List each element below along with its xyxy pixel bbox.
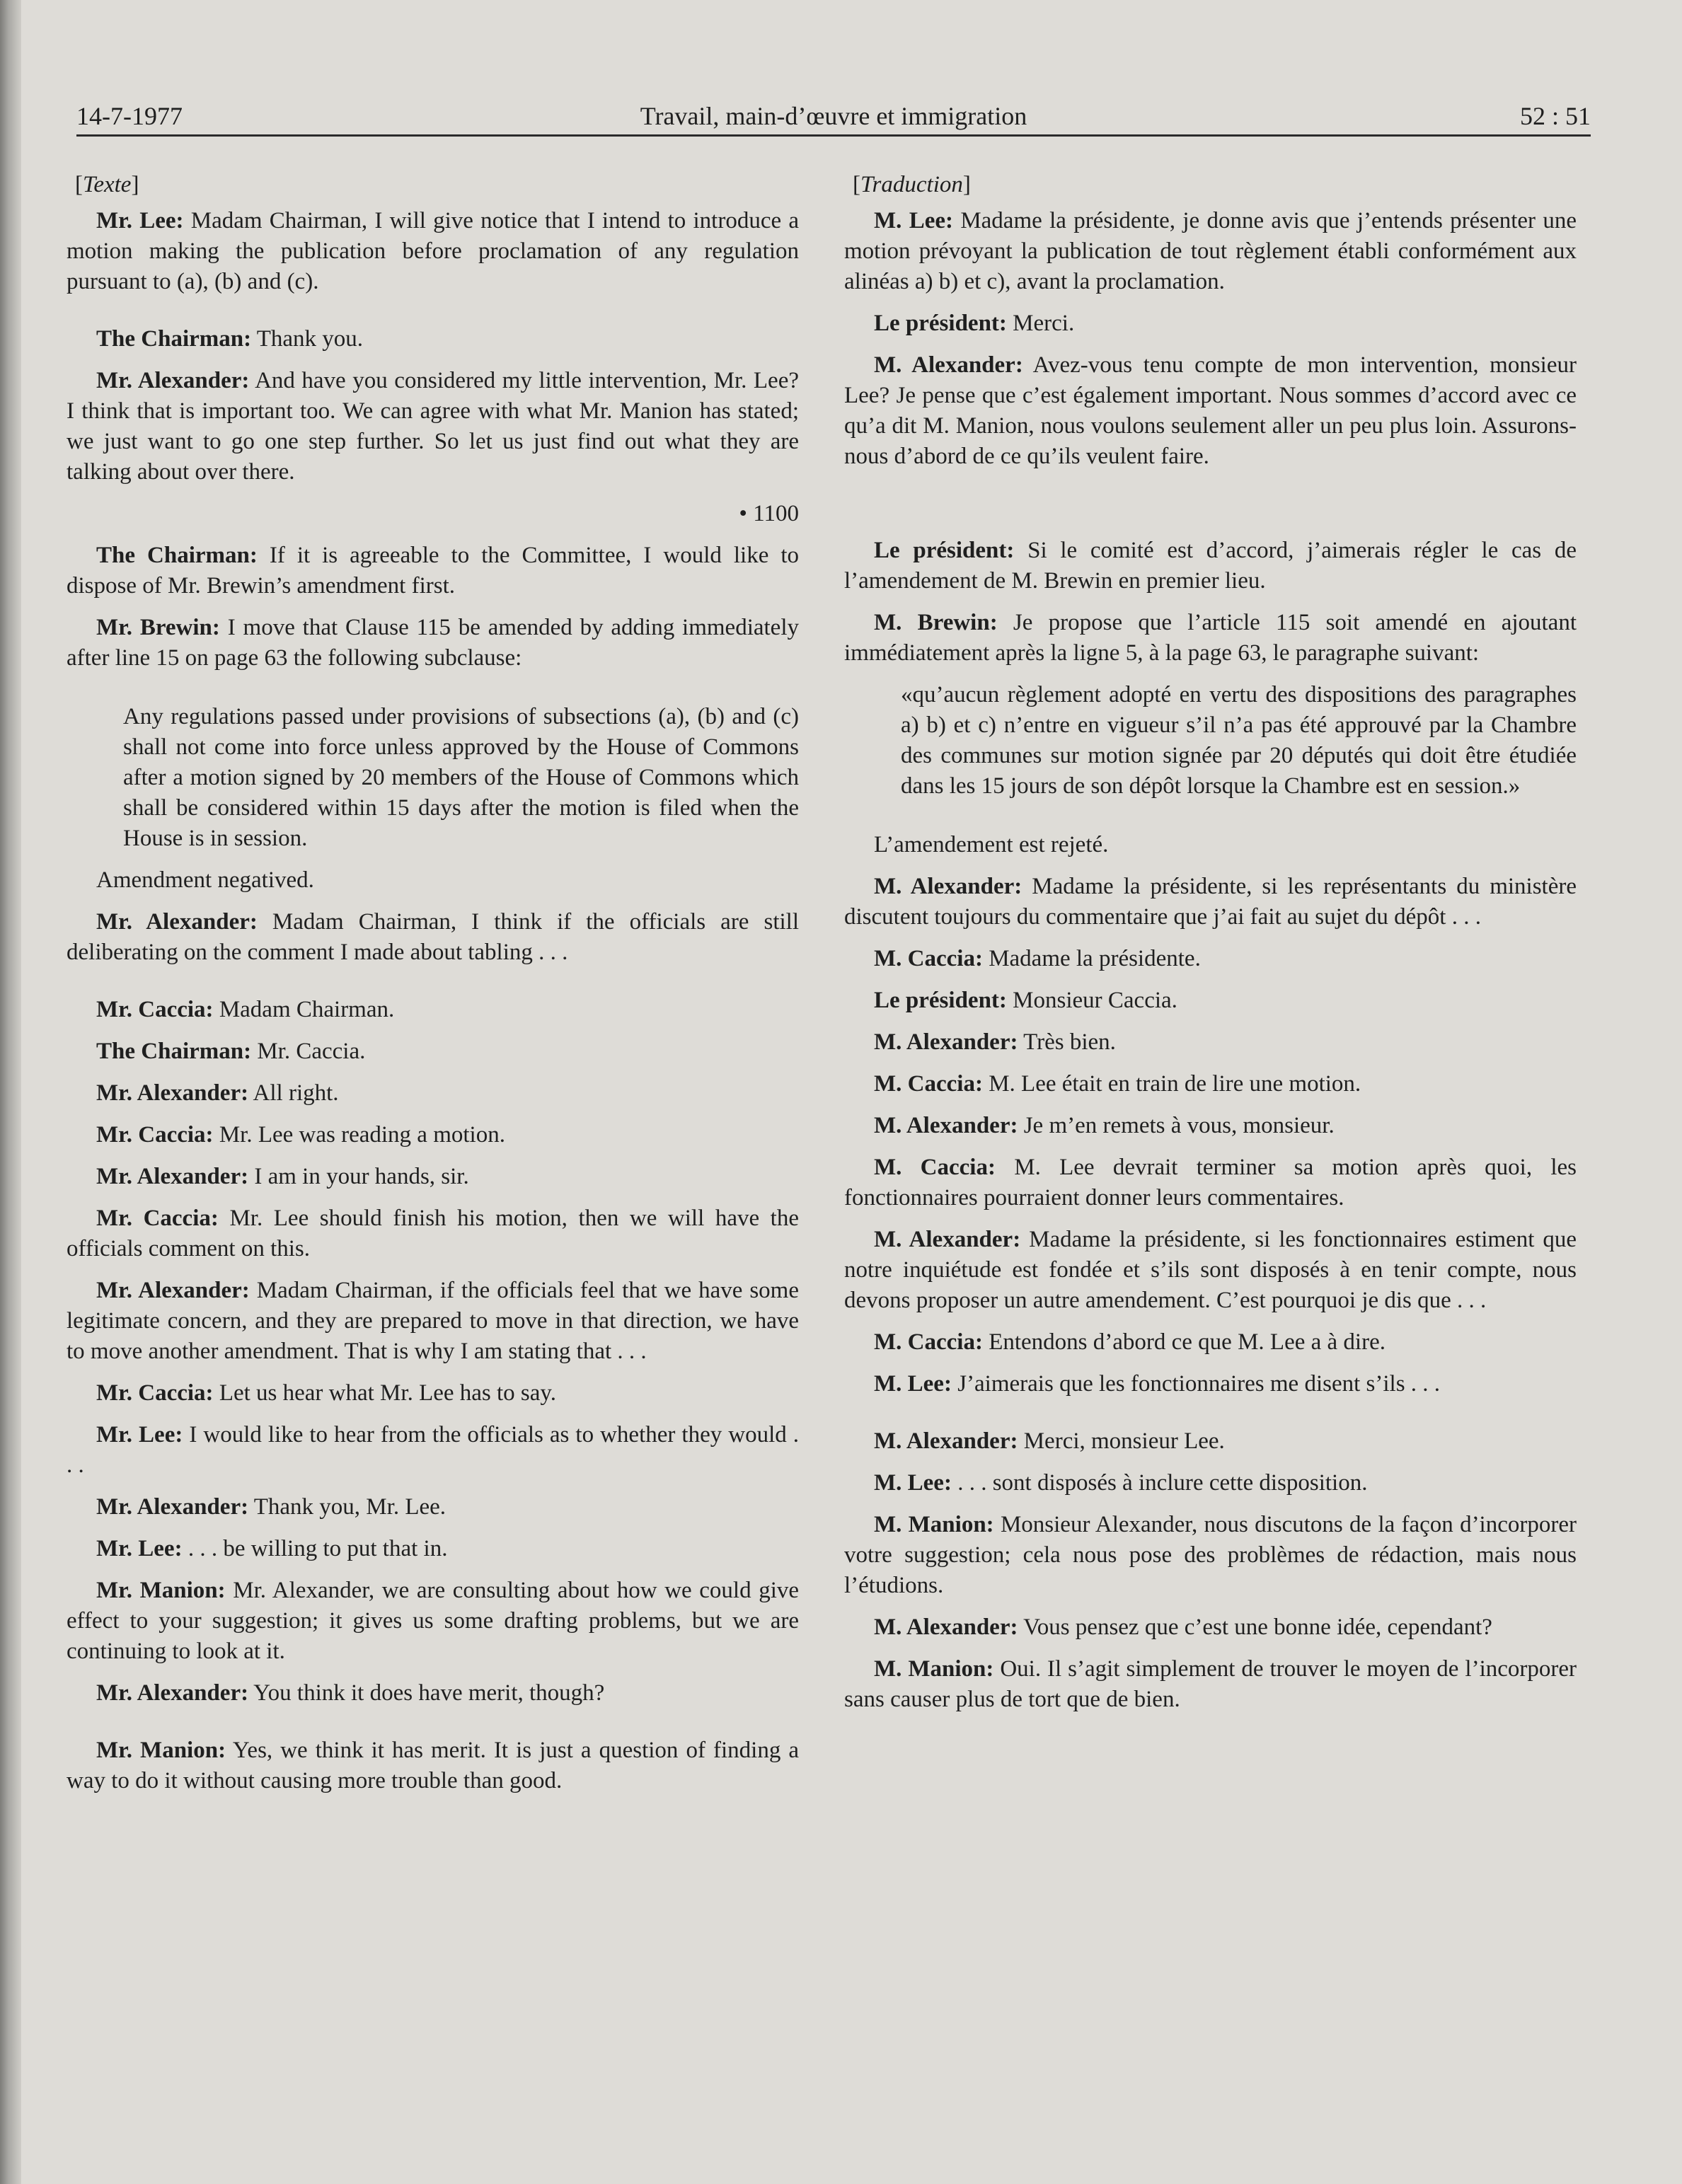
speech-entry (67, 206, 799, 297)
speech-text: Madam Chairman, I think if the officials are still deliberating on the comment I made about tabling . . . (67, 909, 800, 965)
amendment-quote: Any regulations passed under provisions of subsections (a), (b) and (c) shall not come into force unless approved by the House of Commons after a motion signed by 20 members of the House of Commons which shall be considered within 15 days after the motion is filed when the House is in session. (123, 704, 799, 851)
speaker-name: Mr. Caccia: (96, 1380, 214, 1406)
speaker-name: Mr. Alexander: (96, 368, 250, 393)
speech-entry (67, 1420, 799, 1481)
speech-entry (67, 1120, 799, 1150)
speech-text: Je propose que l’article 115 soit amendé en ajoutant immédiatement après la ligne 5, à la page 63, le paragraphe suivant: (844, 610, 1577, 666)
speaker-name: Le président: (874, 311, 1007, 336)
speech-text: All right. (253, 1080, 339, 1106)
speech-text: Let us hear what Mr. Lee has to say. (219, 1380, 557, 1406)
speech-entry (844, 1612, 1577, 1643)
column-tag-label: Traduction (860, 172, 963, 197)
speech-text: Merci. (1013, 311, 1075, 336)
speech-text: Madam Chairman. (219, 997, 395, 1022)
speech-text: Mr. Alexander, we are consulting about how we could give effect to your suggestion; it gives us some drafting problems, but we are continuing to look at it. (67, 1578, 800, 1664)
speech-entry (67, 324, 799, 354)
speaker-name: M. Alexander: (874, 1113, 1018, 1138)
speech-entry (844, 1510, 1577, 1601)
speech-text: J’aimerais que les fonctionnaires me disent s’ils . . . (957, 1371, 1441, 1397)
header-date: 14-7-1977 (76, 102, 183, 130)
speech-text: M. Lee devrait terminer sa motion après quoi, les fonctionnaires pourraient donner leurs commentaires. (844, 1155, 1577, 1211)
speaker-name: M. Alexander: (874, 874, 1023, 899)
speaker-name: M. Manion: (874, 1512, 994, 1537)
speaker-name: The Chairman: (96, 1039, 252, 1064)
speech-entry (67, 1378, 799, 1409)
speaker-name: M. Caccia: (874, 1155, 996, 1180)
speech-entry (67, 1162, 799, 1192)
speech-text: Madam Chairman, I will give notice that I intend to introduce a motion making the publication before proclamation of any regulation pursuant to (a), (b) and (c). (67, 208, 799, 294)
speech-text: Oui. Il s’agit simplement de trouver le moyen de l’incorporer sans causer plus de tort que de bien. (844, 1656, 1577, 1712)
speech-text: Madame la présidente, je donne avis que j’entends présenter une motion prévoyant la publication de tout règlement établi conformément aux alinéas a) b) et c), avant la proclamation. (844, 208, 1577, 294)
speech-entry (844, 1027, 1577, 1058)
speech-text: Entendons d’abord ce que M. Lee a à dire. (989, 1329, 1386, 1355)
speech-entry (67, 995, 799, 1025)
speech-entry (844, 1111, 1577, 1141)
speech-entry (67, 1576, 799, 1667)
speech-text: Mr. Lee should finish his motion, then we will have the officials comment on this. (67, 1206, 800, 1261)
speech-entry (844, 1426, 1577, 1457)
speech-entry (844, 206, 1577, 297)
speech-entry (844, 536, 1577, 596)
column-tag: [Texte] (75, 172, 139, 197)
amendment-result: L’amendement est rejeté. (874, 832, 1109, 857)
speech-entry (844, 1654, 1577, 1715)
speech-text: Madame la présidente, si les fonctionnaires estiment que notre inquiétude est fondée et s’ils sont disposés à en tenir compte, nous devons proposer un autre amendement. C’est pourquoi je dis que . . . (844, 1227, 1577, 1313)
speaker-name: Mr. Caccia: (96, 1122, 214, 1148)
speech-entry (844, 872, 1577, 932)
speech-entry (844, 1225, 1577, 1316)
speech-entry (67, 366, 799, 487)
speaker-name: M. Alexander: (874, 1029, 1018, 1055)
speech-entry (844, 308, 1577, 339)
speaker-name: The Chairman: (96, 326, 252, 352)
speech-entry (67, 1276, 799, 1367)
speaker-name: M. Caccia: (874, 1329, 983, 1355)
speech-entry (67, 1203, 799, 1264)
speaker-name: The Chairman: (96, 543, 258, 568)
speech-entry (67, 1735, 799, 1796)
speech-text: Madam Chairman, if the officials feel that we have some legitimate concern, and they are prepared to move in that direction, we have to move another amendment. That is why I am stating that . . . (67, 1278, 799, 1364)
speech-text: I move that Clause 115 be amended by adding immediately after line 15 on page 63 the following subclause: (67, 615, 799, 671)
speech-entry (844, 1069, 1577, 1099)
speech-text: I would like to hear from the officials as to whether they would . . . (67, 1422, 800, 1478)
speech-entry (844, 608, 1577, 669)
amendment-quote: «qu’aucun règlement adopté en vertu des dispositions des paragraphes a) b) et c) n’entre en vigueur s’il n’a pas été approuvé par la Chambre des communes sur motion signée par 20 députés qui doit être étudiée dans les 15 jours de son dépôt lorsque la Chambre est en session.» (901, 682, 1577, 799)
speech-text: M. Lee était en train de lire une motion. (989, 1071, 1361, 1097)
speaker-name: M. Manion: (874, 1656, 994, 1682)
speech-text: . . . be willing to put that in. (188, 1536, 448, 1561)
speaker-name: Mr. Alexander: (96, 1494, 249, 1520)
speech-entry (844, 1327, 1577, 1358)
french-column (844, 170, 1577, 1726)
page-header (76, 98, 1591, 137)
speaker-name: M. Lee: (874, 1371, 952, 1397)
speaker-name: M. Caccia: (874, 1071, 983, 1097)
header-page-number: 52 : 51 (1519, 102, 1591, 130)
speaker-name: Mr. Caccia: (96, 997, 214, 1022)
speaker-name: M. Alexander: (874, 1428, 1018, 1454)
speech-text: Très bien. (1023, 1029, 1116, 1055)
speaker-name: Mr. Lee: (96, 1536, 183, 1561)
speech-entry (67, 541, 799, 601)
speaker-name: Mr. Alexander: (96, 1680, 249, 1706)
speaker-name: Le président: (874, 538, 1015, 563)
amendment-result: Amendment negatived. (96, 867, 314, 893)
speaker-name: Mr. Manion: (96, 1578, 226, 1603)
speech-entry (844, 944, 1577, 974)
speech-entry (67, 1678, 799, 1709)
speech-text: Thank you. (256, 326, 364, 352)
speaker-name: Mr. Manion: (96, 1738, 226, 1763)
speech-text: If it is agreeable to the Committee, I would like to dispose of Mr. Brewin’s amendment first. (67, 543, 800, 599)
speaker-name: Mr. Lee: (96, 1422, 183, 1448)
speech-text: You think it does have merit, though? (253, 1680, 605, 1706)
speaker-name: Mr. Lee: (96, 208, 184, 233)
speech-text: Mr. Caccia. (257, 1039, 366, 1064)
speaker-name: Le président: (874, 988, 1007, 1013)
speaker-name: M. Alexander: (874, 1227, 1021, 1252)
speech-entry (844, 1152, 1577, 1213)
speech-text: Madame la présidente. (989, 946, 1201, 971)
speech-text: Madame la présidente, si les représentants du ministère discutent toujours du commentaire que j’ai fait au sujet du dépôt . . . (844, 874, 1577, 930)
speech-text: Je m’en remets à vous, monsieur. (1023, 1113, 1335, 1138)
speech-text: I am in your hands, sir. (254, 1164, 469, 1189)
speech-entry (844, 350, 1577, 472)
speaker-name: M. Alexander: (874, 1614, 1018, 1640)
speech-entry (844, 1468, 1577, 1498)
header-title: Travail, main-d’œuvre et immigration (640, 102, 1027, 130)
speech-text: Mr. Lee was reading a motion. (219, 1122, 505, 1148)
speaker-name: Mr. Caccia: (96, 1206, 219, 1231)
speaker-name: M. Caccia: (874, 946, 983, 971)
speech-text: And have you considered my little intervention, Mr. Lee? I think that is important too. We can agree with what Mr. Manion has stated; we just want to go one step further. So let us just find out what they are talking about over there. (67, 368, 799, 485)
speaker-name: Mr. Brewin: (96, 615, 220, 640)
speech-text: Thank you, Mr. Lee. (253, 1494, 447, 1520)
english-column (67, 170, 799, 1808)
speech-text: Monsieur Alexander, nous discutons de la façon d’incorporer votre suggestion; cela nous pose des problèmes de rédaction, mais nous l’étudions. (844, 1512, 1577, 1598)
speech-entry (844, 986, 1577, 1016)
speech-entry (67, 1492, 799, 1523)
speech-entry (67, 907, 799, 968)
speaker-name: M. Alexander: (874, 352, 1023, 378)
speaker-name: Mr. Alexander: (96, 1164, 249, 1189)
time-marker: • 1100 (739, 501, 799, 526)
speech-entry (67, 1534, 799, 1564)
column-tag-label: Texte (83, 172, 132, 197)
speaker-name: Mr. Alexander: (96, 1080, 249, 1106)
speech-entry (67, 1036, 799, 1067)
speech-text: Monsieur Caccia. (1013, 988, 1177, 1013)
speech-entry (67, 613, 799, 674)
book-spine-shadow (0, 0, 21, 2184)
speaker-name: M. Lee: (874, 208, 953, 233)
speech-text: Avez-vous tenu compte de mon intervention, monsieur Lee? Je pense que c’est également important. Nous sommes d’accord avec ce qu’a dit M. Manion, nous voulons seulement aller un peu plus loin. Assurons-nous d’abord de ce qu’ils veulent faire. (844, 352, 1577, 469)
speech-text: Vous pensez que c’est une bonne idée, cependant? (1023, 1614, 1492, 1640)
speech-entry (844, 1369, 1577, 1399)
speech-text: Yes, we think it has merit. It is just a question of finding a way to do it without causing more trouble than good. (67, 1738, 800, 1793)
speaker-name: M. Brewin: (874, 610, 998, 635)
speech-entry (67, 1078, 799, 1109)
speaker-name: Mr. Alexander: (96, 1278, 250, 1303)
speaker-name: Mr. Alexander: (96, 909, 258, 935)
speech-text: . . . sont disposés à inclure cette disposition. (957, 1470, 1368, 1496)
speech-text: Si le comité est d’accord, j’aimerais régler le cas de l’amendement de M. Brewin en premier lieu. (844, 538, 1577, 594)
speech-text: Merci, monsieur Lee. (1023, 1428, 1225, 1454)
speaker-name: M. Lee: (874, 1470, 952, 1496)
column-tag: [Traduction] (853, 172, 971, 197)
